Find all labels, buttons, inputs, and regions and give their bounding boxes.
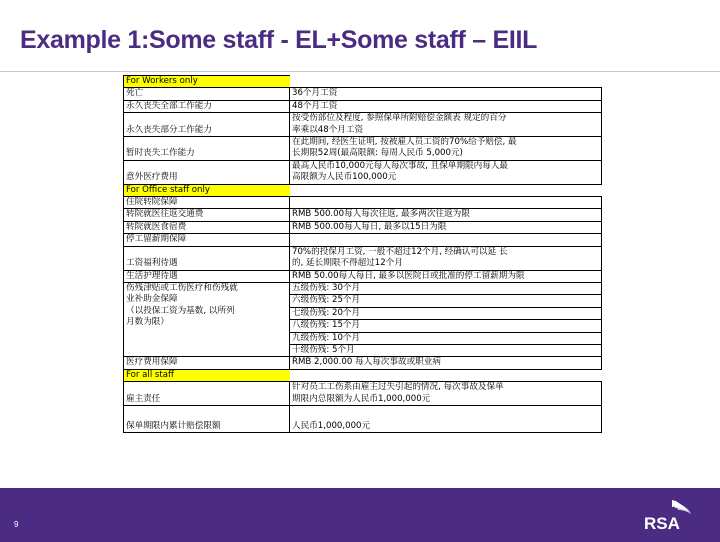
value-line: 最高人民币10,000元每人每次事故, 且保单期限内每人最: [292, 160, 509, 171]
value-cell: RMB 500.00每人每日, 最多以15日为限: [290, 221, 602, 233]
grade-cell: 九级伤残: 10个月: [290, 332, 602, 344]
item-line: （以投保工资为基数, 以所列: [126, 305, 235, 316]
item-cell: 工资福利待遇: [124, 246, 290, 270]
value-line: 长期限52周(最高限额: 每周人民币 5,000元): [292, 148, 463, 159]
value-cell: [290, 246, 602, 270]
item-line: 伤残津贴或工伤医疗和伤残就: [126, 282, 238, 293]
value-cell: 36个月工资: [290, 88, 602, 100]
section-label: For Workers only: [124, 76, 290, 88]
item-cell: 转院就医食宿费: [124, 221, 290, 233]
value-line: 在此期间, 经医生证明, 按被雇人员工资的70%给予赔偿, 最: [292, 137, 517, 148]
table-row: [124, 88, 602, 100]
item-cell: 停工留薪期保障: [124, 234, 290, 246]
footer-bar: [0, 488, 720, 542]
value-cell: 人民币1,000,000元: [290, 405, 602, 432]
grade-cell: 五级伤残: 30个月: [290, 282, 602, 294]
table-row: [124, 246, 602, 270]
item-cell: [124, 282, 290, 356]
table-row: [124, 382, 602, 406]
value-line: 期限内总限额为人民币1,000,000元: [292, 393, 431, 404]
benefits-table: [123, 75, 602, 433]
item-cell: 医疗费用保障: [124, 357, 290, 369]
table-row: [124, 100, 602, 112]
item-cell: 暂时丧失工作能力: [124, 137, 290, 161]
section-label: For Office staff only: [124, 184, 290, 196]
item-cell: 住院转院保障: [124, 197, 290, 209]
table-row: [124, 270, 602, 282]
item-cell: 雇主责任: [124, 382, 290, 406]
table-row: [124, 113, 602, 137]
value-cell: [290, 160, 602, 184]
value-cell: [290, 382, 602, 406]
table-row: [124, 160, 602, 184]
table-row: [124, 357, 602, 369]
value-cell: [290, 234, 602, 246]
logo-swirl-icon: [672, 500, 691, 514]
item-cell: 转院就医往返交通费: [124, 209, 290, 221]
benefits-table-container: [123, 75, 601, 433]
table-row: [124, 221, 602, 233]
table-row-disability: [124, 282, 602, 294]
table-row: [124, 209, 602, 221]
item-cell: 生活护理待遇: [124, 270, 290, 282]
section-label: For all staff: [124, 369, 290, 381]
value-cell: [290, 197, 602, 209]
item-cell: 永久丧失部分工作能力: [124, 113, 290, 137]
item-cell: 死亡: [124, 88, 290, 100]
value-cell: 48个月工资: [290, 100, 602, 112]
value-line: 高限额为人民币100,000元: [292, 172, 397, 183]
title-divider: [0, 71, 720, 72]
item-line: 月数为限）: [126, 317, 169, 328]
table-row: [124, 405, 602, 432]
grade-cell: 八级伤残: 15个月: [290, 320, 602, 332]
value-line: 针对员工工伤系由雇主过失引起的情况, 每次事故及保单: [292, 382, 504, 393]
table-row: [124, 197, 602, 209]
item-cell: 意外医疗费用: [124, 160, 290, 184]
value-line: 70%的投保月工资, 一般不超过12个月, 经确认可以延 长: [292, 246, 508, 257]
table-row: [124, 234, 602, 246]
section-header-office: [124, 184, 602, 196]
value-cell: RMB 500.00每人每次往返, 最多两次往返为限: [290, 209, 602, 221]
value-line: 的, 延长期限不得超过12个月: [292, 258, 403, 269]
item-line: 业补助金保障: [126, 294, 178, 305]
value-cell: RMB 50.00每人每日, 最多以医院日或批准的停工留薪期为限: [290, 270, 602, 282]
logo-text: RSA: [644, 514, 680, 532]
item-cell: 保单期限内累计赔偿限额: [124, 405, 290, 432]
slide-title: Example 1:Some staff - EL+Some staff – EIIL: [20, 26, 538, 54]
value-cell: [290, 137, 602, 161]
item-cell: 永久丧失全部工作能力: [124, 100, 290, 112]
page-number: 9: [14, 520, 19, 529]
rsa-logo: [644, 498, 706, 532]
value-cell: [290, 113, 602, 137]
table-row: [124, 137, 602, 161]
value-line: 按受伤部位及程度, 参照保单所附赔偿金额表 规定的百分: [292, 113, 507, 124]
value-cell: RMB 2,000.00 每人每次事故或职业病: [290, 357, 602, 369]
grade-cell: 十级伤残: 5个月: [290, 344, 602, 356]
grade-cell: 七级伤残: 20个月: [290, 307, 602, 319]
value-line: 率乘以48个月工资: [292, 124, 364, 135]
section-header-workers: [124, 76, 602, 88]
grade-cell: 六级伤残: 25个月: [290, 295, 602, 307]
section-header-all: [124, 369, 602, 381]
